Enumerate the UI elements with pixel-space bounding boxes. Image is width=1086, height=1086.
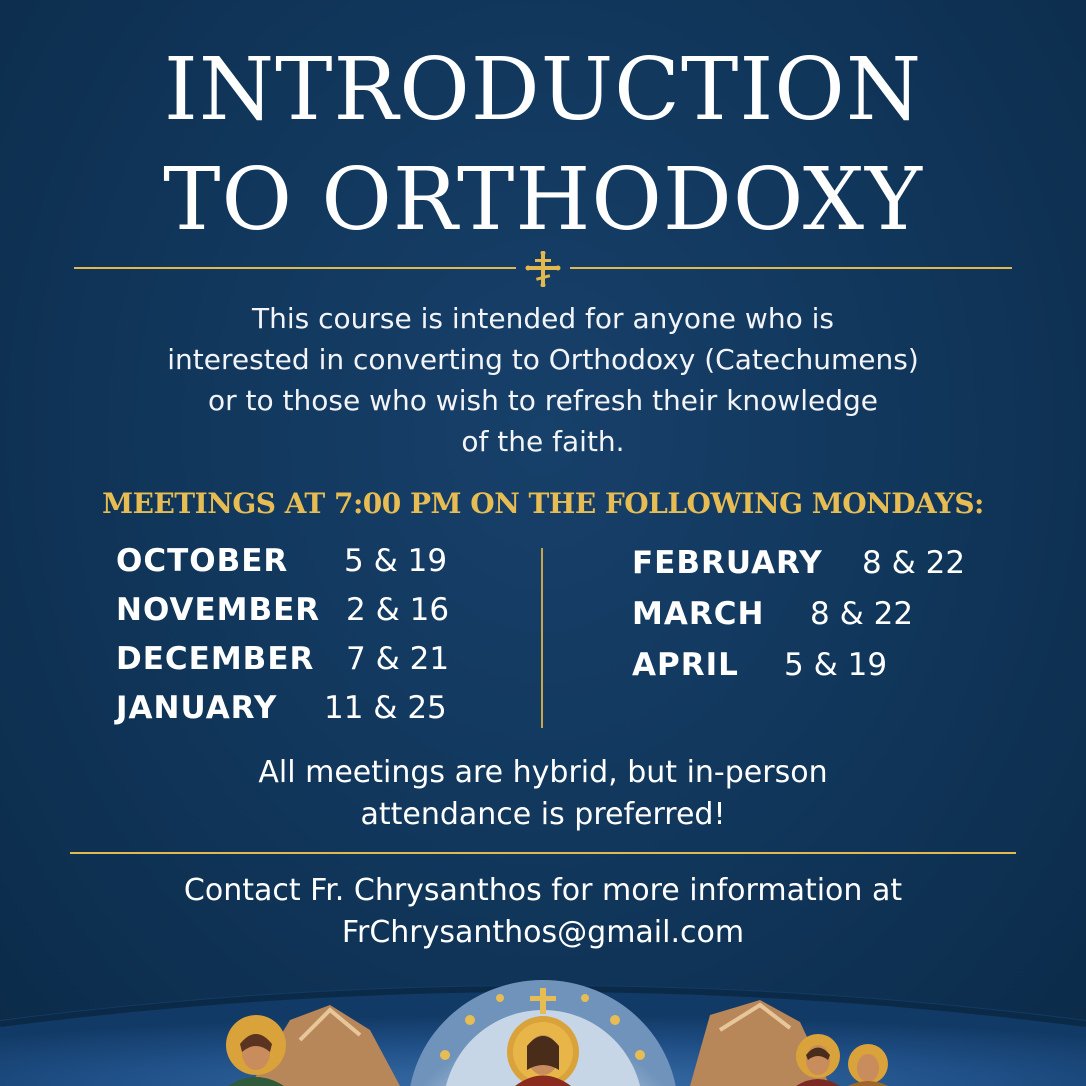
hybrid-line: attendance is preferred! — [360, 797, 726, 832]
schedule-month: DECEMBER — [116, 641, 315, 677]
meetings-heading: MEETINGS AT 7:00 PM ON THE FOLLOWING MONDAYS: — [102, 487, 984, 520]
schedule-dates: 11 & 25 — [324, 690, 447, 726]
schedule-month: OCTOBER — [116, 543, 289, 579]
contact-email: FrChrysanthos@gmail.com — [341, 915, 745, 950]
schedule-dates-february — [862, 543, 965, 583]
description-line: interested in converting to Orthodoxy (Catechumens) — [167, 343, 919, 376]
schedule-dates: 7 & 21 — [346, 641, 450, 677]
description-line: of the faith. — [461, 425, 625, 458]
schedule-dates-october — [344, 541, 447, 581]
schedule-dates-april — [784, 645, 887, 685]
schedule-dates: 8 & 22 — [862, 545, 966, 581]
schedule-dates: 8 & 22 — [810, 596, 914, 632]
schedule-row-april — [632, 645, 739, 685]
title-line-1: INTRODUCTION — [163, 40, 923, 140]
schedule-dates: 2 & 16 — [346, 592, 450, 628]
schedule-dates-january — [324, 688, 447, 728]
schedule-column-divider — [541, 548, 543, 728]
schedule-dates-december — [346, 639, 449, 679]
schedule-month: MARCH — [632, 596, 765, 632]
title-line-2: TO ORTHODOXY — [163, 150, 923, 250]
description-line: This course is intended for anyone who is — [252, 302, 834, 335]
title-divider-right — [570, 267, 1012, 269]
description-line: or to those who wish to refresh their knowledge — [208, 384, 878, 417]
schedule-dates-november — [346, 590, 449, 630]
course-description — [60, 298, 1026, 462]
schedule-dates: 5 & 19 — [784, 647, 888, 683]
schedule-row-november — [116, 590, 320, 630]
schedule-row-march — [632, 594, 764, 634]
schedule-month: APRIL — [632, 647, 739, 683]
title-divider-left — [74, 267, 516, 269]
schedule-month: NOVEMBER — [116, 592, 321, 628]
hybrid-note — [0, 752, 1086, 836]
icon-painting-christ-with-saints — [0, 960, 1086, 1086]
schedule-row-january — [116, 688, 277, 728]
schedule-row-february — [632, 543, 823, 583]
hybrid-line: All meetings are hybrid, but in-person — [258, 755, 828, 790]
orthodox-cross-icon — [523, 251, 563, 287]
schedule-dates-march — [810, 594, 913, 634]
contact-info — [0, 870, 1086, 954]
schedule-month: FEBRUARY — [632, 545, 823, 581]
schedule-row-december — [116, 639, 314, 679]
schedule-row-october — [116, 541, 288, 581]
contact-divider — [70, 852, 1016, 854]
schedule-dates: 5 & 19 — [344, 543, 448, 579]
contact-text: Contact Fr. Chrysanthos for more information at — [183, 873, 903, 908]
schedule-month: JANUARY — [116, 690, 278, 726]
